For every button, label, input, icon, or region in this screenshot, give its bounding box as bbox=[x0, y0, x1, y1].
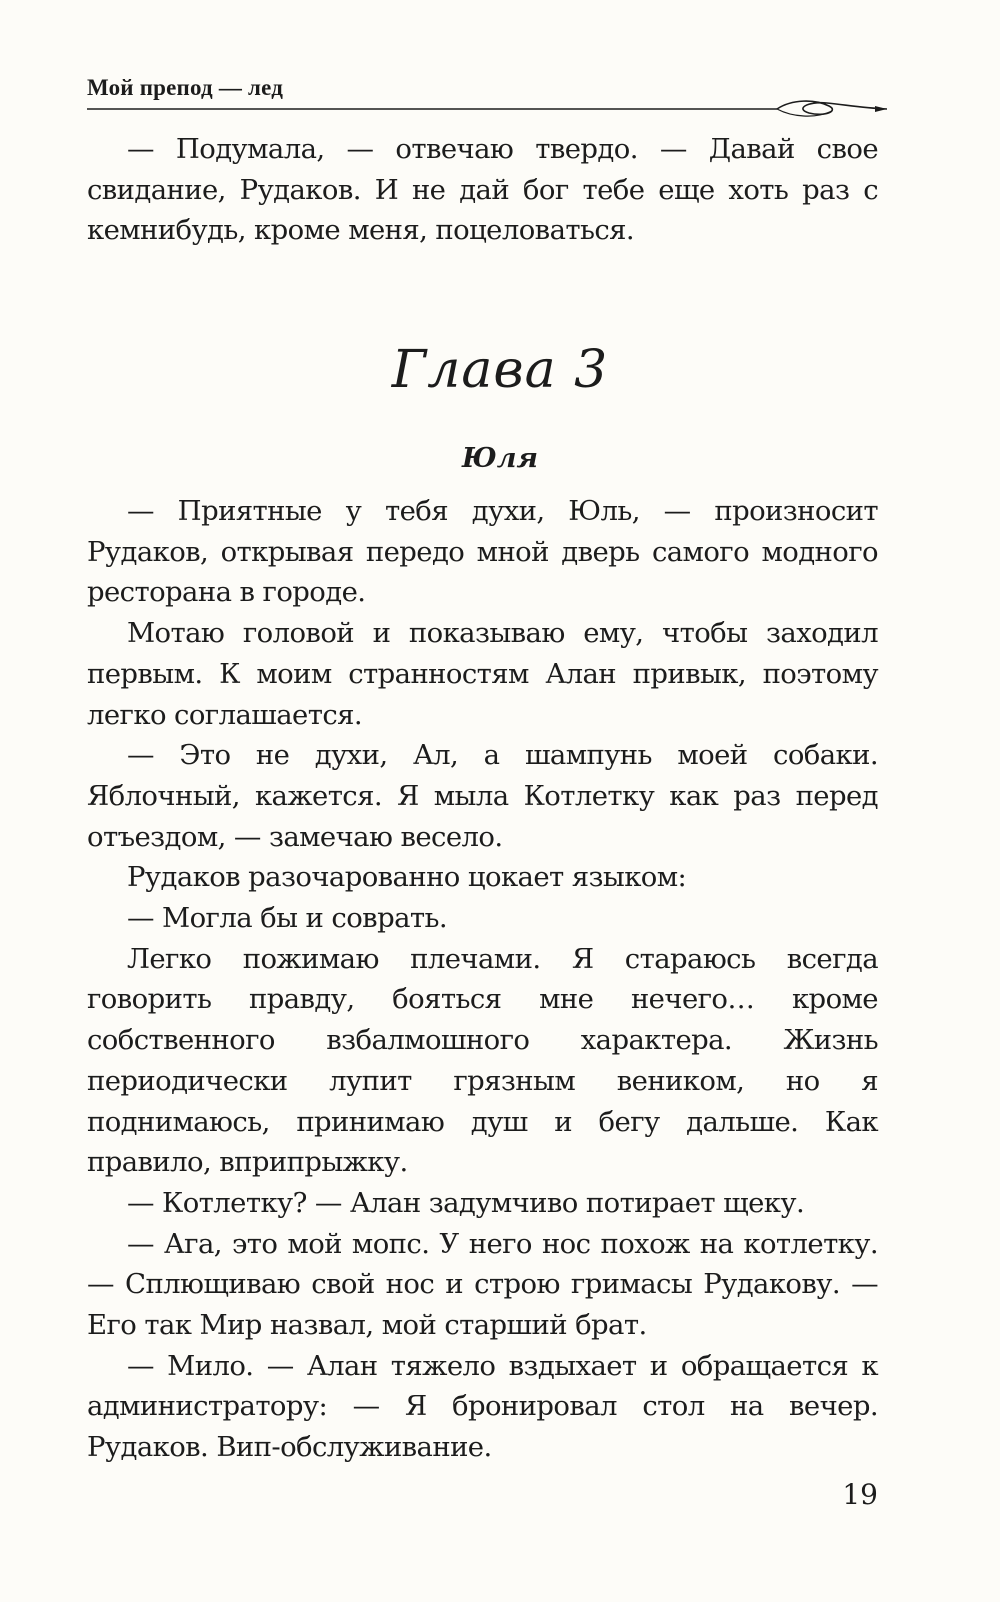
chapter-title: Глава 3 bbox=[391, 340, 609, 400]
running-header: Мой препод — лед bbox=[87, 75, 284, 100]
paragraph: — Приятные у тебя духи, Юль, — произносит Рудаков, открывая передо мной дверь самого модного ресторана в городе. bbox=[87, 495, 878, 609]
paragraph: Мотаю головой и показываю ему, чтобы заходил первым. К моим странностям Алан привык, поэтому легко соглашается. bbox=[87, 617, 878, 731]
paragraph: — Мило. — Алан тяжело вздыхает и обращается к администратору: — Я бронировал стол на вечер. Рудаков. Вип-обслуживание. bbox=[87, 1349, 878, 1464]
paragraph: Рудаков разочарованно цокает языком: bbox=[127, 861, 687, 894]
paragraph: — Котлетку? — Алан задумчиво потирает щеку. bbox=[127, 1186, 805, 1219]
paragraph: — Подумала, — отвечаю твердо. — Давай свое свидание, Рудаков. И не дай бог тебе еще хоть раз с кемнибудь, кроме меня, поцеловаться. bbox=[87, 133, 878, 247]
body-text-block bbox=[87, 491, 878, 1468]
paragraph: — Ага, это мой мопс. У него нос похож на котлетку. — Сплющиваю свой нос и строю гримасы Рудакову. — Его так Мир назвал, мой старший брат. bbox=[87, 1227, 878, 1342]
header-rule-ornament bbox=[87, 97, 887, 119]
chapter-pov-name: Юля bbox=[461, 443, 538, 474]
paragraph: Легко пожимаю плечами. Я стараюсь всегда говорить правду, бояться мне нечего… кроме собственного взбалмошного характера. Жизнь периодически лупит грязным веником, но я поднимаюсь, принимаю душ и бегу дальше. Как правило, вприпрыжку. bbox=[87, 942, 878, 1179]
top-text-block bbox=[87, 129, 878, 251]
paragraph: — Могла бы и соврать. bbox=[127, 902, 447, 935]
page-number: 19 bbox=[842, 1478, 878, 1511]
paragraph: — Это не духи, Ал, а шампунь моей собаки. Яблочный, кажется. Я мыла Котлетку как раз перед отъездом, — замечаю весело. bbox=[87, 739, 878, 853]
